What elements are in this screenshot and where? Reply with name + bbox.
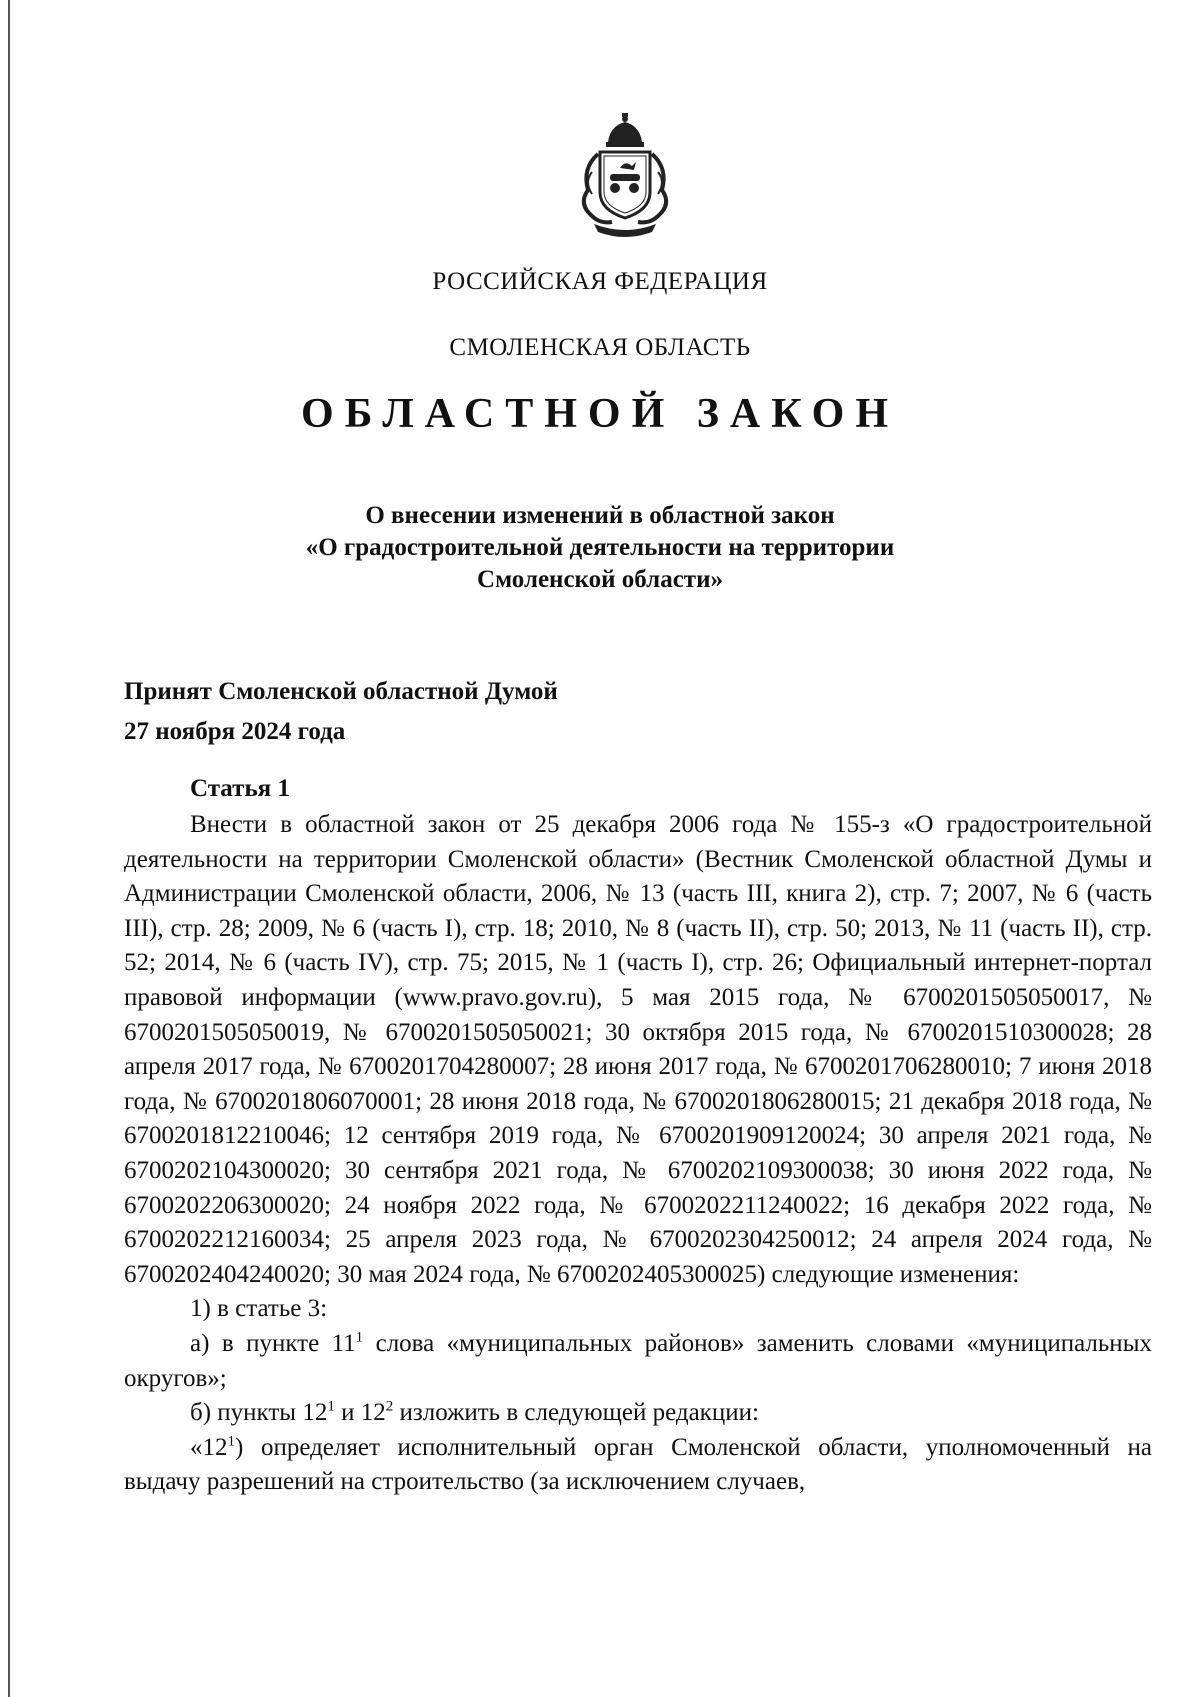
document-type: ОБЛАСТНОЙ ЗАКОН — [300, 391, 900, 437]
superscript: 1 — [355, 1329, 364, 1346]
list-item — [124, 1327, 1152, 1396]
article-heading: Статья 1 — [190, 775, 290, 802]
item-text: и 12 — [334, 1399, 386, 1427]
item-text: «12 — [190, 1433, 228, 1461]
superscript: 1 — [327, 1398, 335, 1415]
law-title — [0, 500, 1200, 596]
law-title-line: Смоленской области» — [477, 566, 723, 593]
item-text: б) пункты 12 — [190, 1399, 328, 1427]
adoption-block — [124, 672, 558, 752]
item-text: а) в пункте 11 — [190, 1329, 356, 1357]
item-text: изложить в следующей редакции: — [393, 1399, 759, 1427]
superscript: 2 — [385, 1398, 394, 1415]
item-text: ) определяет исполнительный орган Смоленской области, уполномоченный на выдачу разрешений на строительство (за исключением случаев, — [124, 1433, 1152, 1496]
list-item — [124, 1396, 1152, 1431]
item-text: слова «муниципальных районов» заменить словами «муниципальных округов»; — [124, 1329, 1152, 1392]
country-name: РОССИЙСКАЯ ФЕДЕРАЦИЯ — [432, 268, 768, 295]
adoption-body: Принят Смоленской областной Думой — [124, 678, 558, 705]
law-title-line: «О градостроительной деятельности на территории — [305, 534, 895, 561]
article-body — [124, 808, 1152, 1500]
adoption-date: 27 ноября 2024 года — [124, 718, 346, 745]
law-title-line: О внесении изменений в областной закон — [365, 502, 835, 529]
article-intro-paragraph: Внести в областной закон от 25 декабря 2006 года № 155-з «О градостроительной деятельности на территории Смоленской области» (Вестник Смоленской областной Думы и Администрации Смоленской области, 2006, № 13 (часть III, книга 2), стр. 7; 2007, № 6 (часть III), стр. 28; 2009, № 6 (часть I), стр. 18; 2010, № 8 (часть II), стр. 50; 2013, № 11 (часть II), стр. 52; 2014, № 6 (часть IV), стр. 75; 2015, № 1 (часть I), стр. 26; Официальный интернет-портал правовой информации (www.pravo.gov.ru), 5 мая 2015 года, № 6700201505050017, № 6700201505050019, № 6700201505050021; 30 октября 2015 года, № 6700201510300028; 28 апреля 2017 года, № 6700201704280007; 28 июня 2017 года, № 6700201706280010; 7 июня 2018 года, № 6700201806070001; 28 июня 2018 года, № 6700201806280015; 21 декабря 2018 года, № 6700201812210046; 12 сентября 2019 года, № 6700201909120024; 30 апреля 2021 года, № 6700202104300020; 30 сентября 2021 года, № 6700202109300038; 30 июня 2022 года, № 6700202206300020; 24 ноября 2022 года, № 6700202211240022; 16 декабря 2022 года, № 6700202212160034; 25 апреля 2023 года, № 6700202304250012; 24 апреля 2024 года, № 6700202404240020; 30 мая 2024 года, № 6700202405300025) следующие изменения: — [124, 811, 1152, 1288]
smolensk-coat-of-arms-icon — [570, 112, 680, 242]
scan-edge-line — [8, 0, 10, 1697]
list-item: 1) в статье 3: — [190, 1295, 328, 1323]
superscript: 1 — [227, 1433, 235, 1450]
region-name: СМОЛЕНСКАЯ ОБЛАСТЬ — [449, 334, 751, 361]
quoted-paragraph — [124, 1431, 1152, 1500]
